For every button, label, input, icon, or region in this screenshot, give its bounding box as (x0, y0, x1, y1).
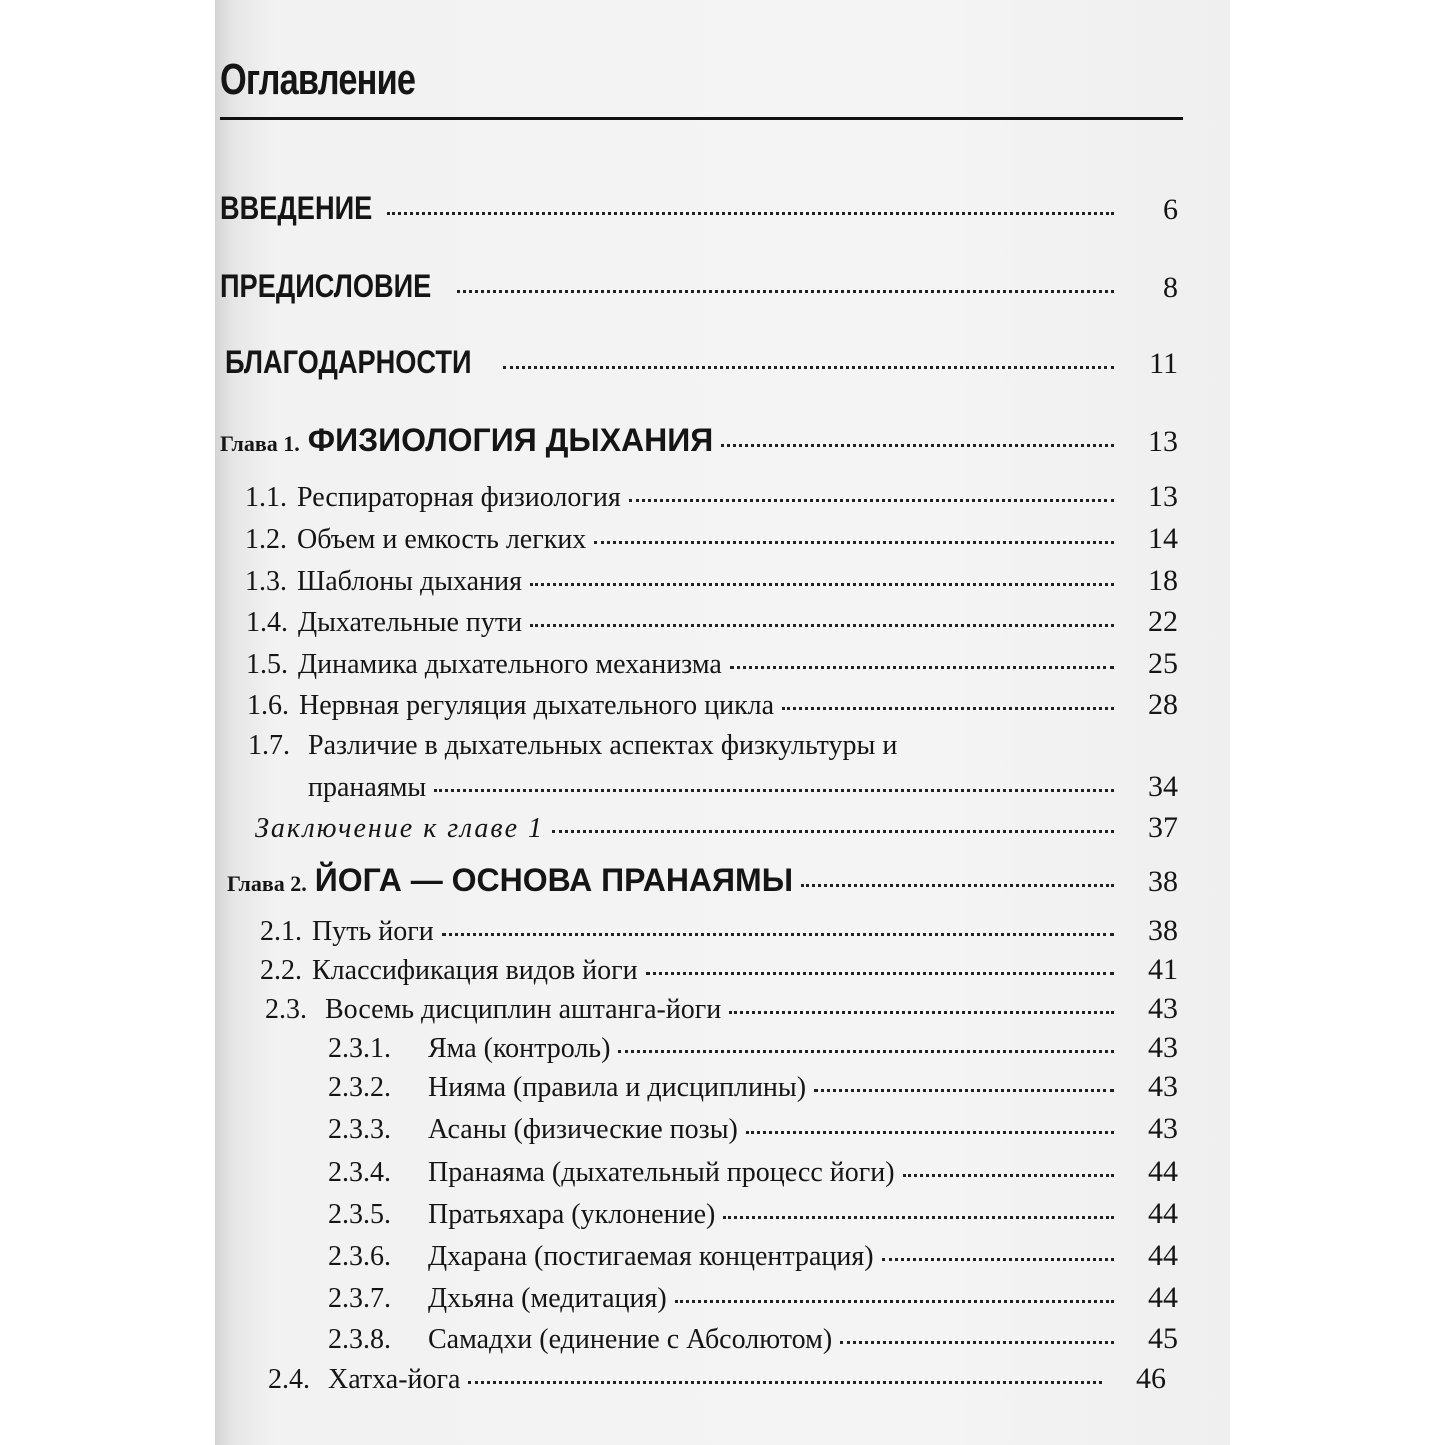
page-number: 43 (1148, 1031, 1178, 1064)
section-number: 1.7. (248, 730, 290, 761)
toc-entry (220, 268, 1182, 305)
section-number: 1.1. (245, 482, 287, 513)
dot-leader (503, 366, 1114, 369)
entry-label: ВВЕДЕНИЕ (220, 190, 373, 226)
section-entry (246, 647, 1182, 681)
page-number: 41 (1148, 953, 1178, 986)
subsection-entry (328, 1070, 1182, 1104)
page-number: 8 (1163, 271, 1178, 304)
page-number: 43 (1148, 1070, 1178, 1103)
page-number: 34 (1148, 770, 1178, 803)
dot-leader (594, 541, 1114, 544)
subsection-title: Самадхи (единение с Абсолютом) (428, 1324, 833, 1355)
subsection-title: Пратьяхара (уклонение) (428, 1199, 716, 1230)
dot-leader (646, 972, 1114, 975)
section-number: 2.4. (268, 1364, 310, 1395)
page-number: 45 (1148, 1322, 1178, 1355)
section-title: Восемь дисциплин аштанга-йоги (325, 994, 722, 1025)
section-title: Дыхательные пути (298, 607, 523, 638)
page-number: 38 (1148, 865, 1178, 898)
section-title-continued: пранаямы (308, 772, 427, 803)
section-number: 1.2. (245, 524, 287, 555)
section-title: Нервная регуляция дыхательного цикла (299, 690, 775, 721)
subsection-entry (328, 1155, 1182, 1189)
page-number: 44 (1148, 1239, 1178, 1272)
section-title: Респираторная физиология (297, 482, 621, 513)
dot-leader (387, 212, 1114, 215)
section-entry (268, 1362, 1170, 1396)
page-number: 13 (1148, 425, 1178, 458)
dot-leader (675, 1300, 1114, 1303)
section-number: 1.3. (245, 566, 287, 597)
subsection-title: Дхьяна (медитация) (428, 1283, 667, 1314)
section-entry-first-line (248, 730, 897, 762)
entry-label: БЛАГОДАРНОСТИ (225, 344, 472, 380)
chapter-number: Глава 2. (227, 871, 307, 896)
page-number: 6 (1163, 193, 1178, 226)
dot-leader (782, 707, 1114, 710)
section-entry (247, 688, 1182, 722)
page-number: 44 (1148, 1197, 1178, 1230)
section-number: 1.6. (247, 690, 289, 721)
dot-leader (882, 1258, 1114, 1261)
section-entry (260, 914, 1182, 948)
section-number: 1.5. (246, 649, 288, 680)
subsection-entry (328, 1239, 1182, 1273)
dot-leader (729, 1011, 1114, 1014)
section-number: 1.4. (246, 607, 288, 638)
subsection-number: 2.3.6. (328, 1241, 391, 1272)
dot-leader (618, 1050, 1114, 1053)
page-number: 46 (1136, 1362, 1166, 1395)
page-number: 44 (1148, 1281, 1178, 1314)
subsection-title: Дхарана (постигаемая концентрация) (428, 1241, 874, 1272)
section-number: 2.3. (265, 994, 307, 1025)
subsection-title: Пранаяма (дыхательный процесс йоги) (428, 1157, 895, 1188)
page-number: 13 (1148, 480, 1178, 513)
chapter-number: Глава 1. (220, 431, 300, 456)
section-title: Путь йоги (312, 916, 434, 947)
section-number: 2.2. (260, 955, 302, 986)
section-entry (260, 953, 1182, 987)
subsection-title: Асаны (физические позы) (428, 1114, 738, 1145)
subsection-entry (328, 1112, 1182, 1146)
dot-leader (457, 290, 1114, 293)
subsection-number: 2.3.3. (328, 1114, 391, 1145)
subsection-title: Нияма (правила и дисциплины) (428, 1072, 807, 1103)
page-number: 43 (1148, 1112, 1178, 1145)
dot-leader (814, 1089, 1114, 1092)
section-title: Объем и емкость легких (297, 524, 587, 555)
entry-label: ПРЕДИСЛОВИЕ (220, 268, 432, 304)
page-number: 22 (1148, 605, 1178, 638)
subsection-number: 2.3.5. (328, 1199, 391, 1230)
page-number: 38 (1148, 914, 1178, 947)
subsection-entry (328, 1197, 1182, 1231)
page-number: 28 (1148, 688, 1178, 721)
section-title: Заключение к главе 1 (255, 813, 544, 844)
title-rule (220, 117, 1183, 120)
section-entry (245, 564, 1182, 598)
section-entry (265, 992, 1182, 1026)
dot-leader (530, 624, 1114, 627)
dot-leader (552, 830, 1114, 833)
dot-leader (721, 444, 1114, 447)
dot-leader (723, 1216, 1114, 1219)
book-page (215, 0, 1230, 1445)
dot-leader (730, 666, 1114, 669)
dot-leader (434, 789, 1114, 792)
page-number: 14 (1148, 522, 1178, 555)
subsection-entry (328, 1322, 1182, 1356)
subsection-number: 2.3.4. (328, 1157, 391, 1188)
page-number: 44 (1148, 1155, 1178, 1188)
chapter-entry (227, 862, 1182, 899)
page-number: 11 (1149, 347, 1178, 380)
dot-leader (530, 583, 1114, 586)
chapter-title: ФИЗИОЛОГИЯ ДЫХАНИЯ (307, 422, 714, 458)
dot-leader (840, 1341, 1114, 1344)
subsection-number: 2.3.2. (328, 1072, 391, 1103)
page-number: 18 (1148, 564, 1178, 597)
section-entry (308, 770, 1182, 804)
toc-entry (225, 344, 1182, 381)
page-title: Оглавление (220, 55, 416, 104)
subsection-title: Яма (контроль) (428, 1033, 611, 1064)
subsection-number: 2.3.1. (328, 1033, 391, 1064)
subsection-entry (328, 1031, 1182, 1065)
dot-leader (903, 1174, 1114, 1177)
section-title: Динамика дыхательного механизма (298, 649, 722, 680)
chapter-conclusion-entry (255, 811, 1182, 845)
section-title: Различие в дыхательных аспектах физкультуры и (308, 730, 898, 761)
subsection-number: 2.3.7. (328, 1283, 391, 1314)
page-number: 37 (1148, 811, 1178, 844)
section-entry (245, 480, 1182, 514)
subsection-number: 2.3.8. (328, 1324, 391, 1355)
chapter-title: ЙОГА — ОСНОВА ПРАНАЯМЫ (314, 862, 794, 898)
dot-leader (468, 1381, 1102, 1384)
chapter-entry (220, 422, 1182, 459)
dot-leader (746, 1131, 1114, 1134)
dot-leader (801, 884, 1114, 887)
page-number: 43 (1148, 992, 1178, 1025)
section-entry (246, 605, 1182, 639)
page-number: 25 (1148, 647, 1178, 680)
subsection-entry (328, 1281, 1182, 1315)
section-entry (245, 522, 1182, 556)
dot-leader (629, 499, 1114, 502)
section-title: Шаблоны дыхания (297, 566, 522, 597)
dot-leader (442, 933, 1114, 936)
section-title: Хатха-йога (328, 1364, 461, 1395)
toc-entry (220, 190, 1182, 227)
section-title: Классификация видов йоги (312, 955, 638, 986)
section-number: 2.1. (260, 916, 302, 947)
